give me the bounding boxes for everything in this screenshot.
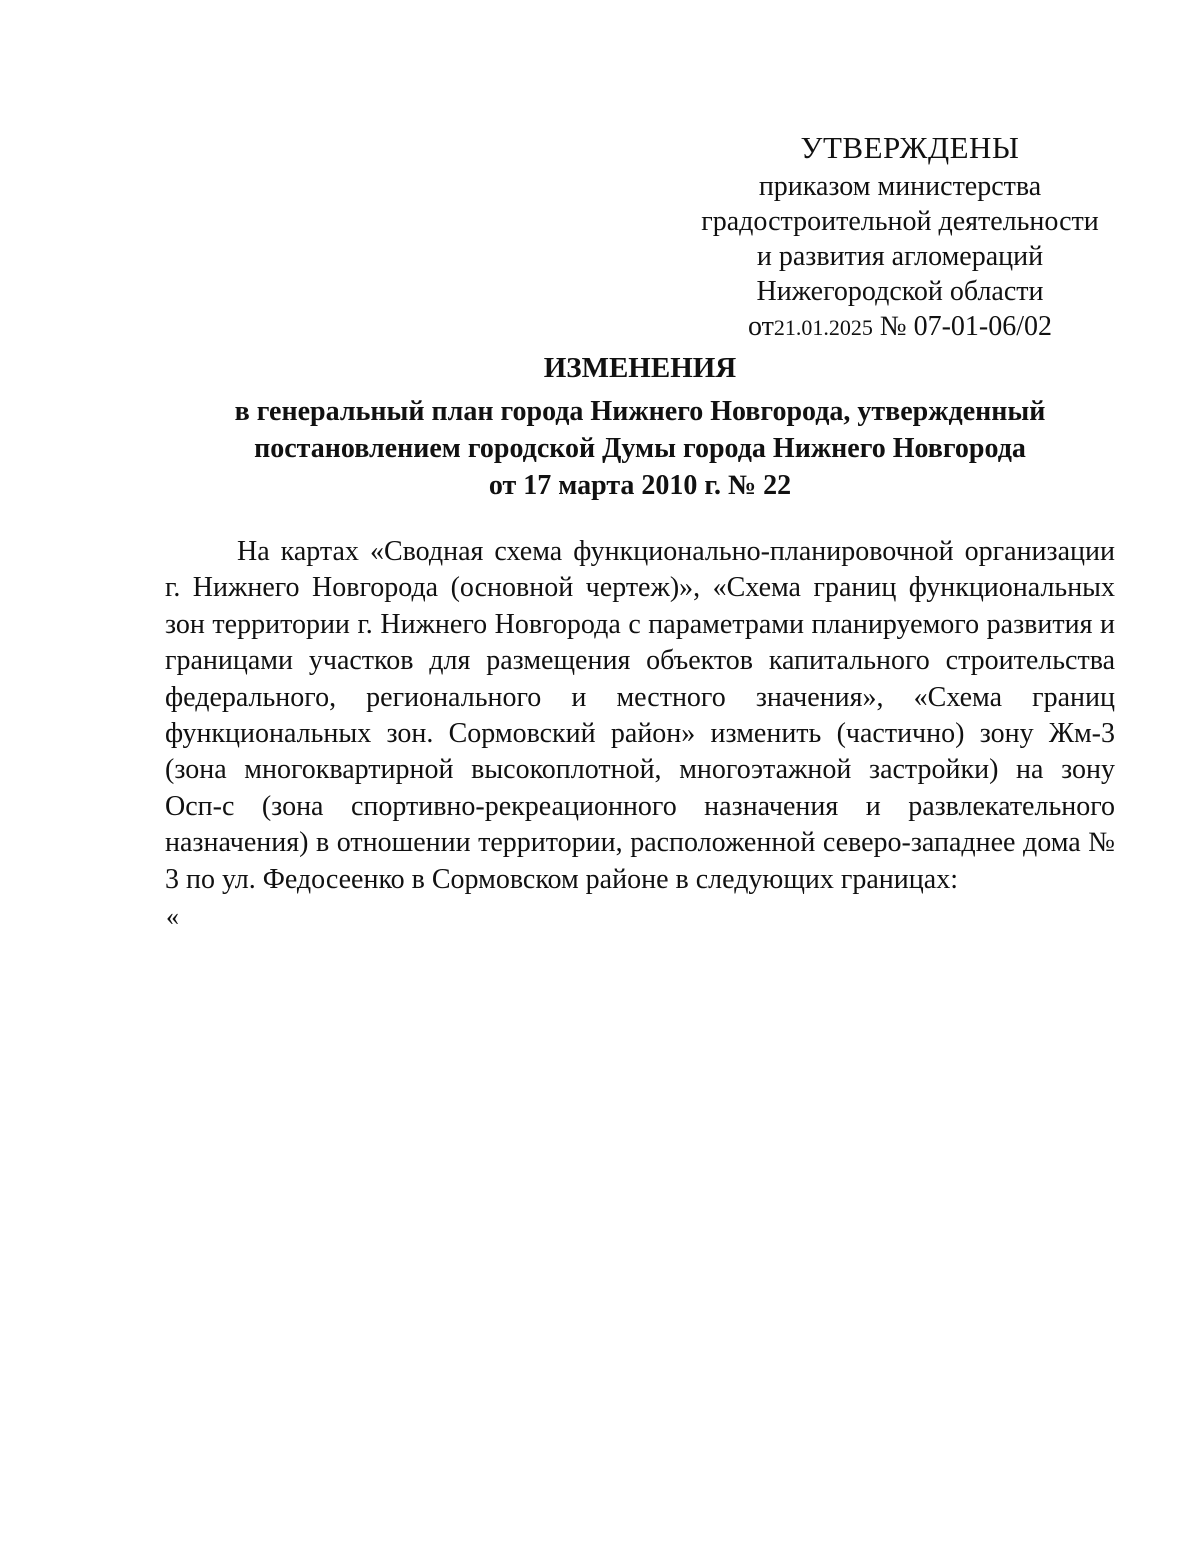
approval-line-2: градостроительной деятельности	[701, 206, 1099, 237]
document-subtitle-line-1: в генеральный план города Нижнего Новгорода, утвержденный	[234, 396, 1046, 427]
document-subtitle-line-3: от 17 марта 2010 г. № 22	[488, 470, 792, 501]
document-title-block	[160, 350, 1120, 504]
document-title: ИЗМЕНЕНИЯ	[543, 352, 737, 384]
trailing-quote-mark: «	[166, 902, 179, 931]
approval-number: № 07-01-06/02	[872, 311, 1053, 342]
document-subtitle-line-2: постановлением городской Думы города Нижнего Новгорода	[254, 433, 1026, 464]
body-paragraph: На картах «Сводная схема функционально-планировочной организации г. Нижнего Новгорода (основной чертеж)», «Схема границ функциональных зон территории г. Нижнего Новгорода с параметрами планируемого развития и границами участков для размещения объектов капитального строительства федерального, регионального и местного значения», «Схема границ функциональных зон. Сормовский район» изменить (частично) зону Жм-3 (зона многоквартирной высокоплотной, многоэтажной застройки) на зону Осп-с (зона спортивно-рекреационного назначения и развлекательного назначения) в отношении территории, расположенной северо-западнее дома № 3 по ул. Федосеенко в Сормовском районе в следующих границах:	[165, 536, 1115, 895]
approval-heading: УТВЕРЖДЕНЫ	[800, 130, 1020, 165]
approval-date-prefix: от	[747, 311, 774, 342]
approval-line-3: и развития агломераций	[756, 241, 1044, 272]
approval-line-1: приказом министерства	[758, 171, 1042, 202]
approval-line-4: Нижегородской области	[756, 276, 1044, 307]
approval-date: 21.01.2025	[773, 315, 873, 340]
approval-stamp-block	[680, 130, 1120, 345]
approval-date-line	[680, 309, 1120, 345]
